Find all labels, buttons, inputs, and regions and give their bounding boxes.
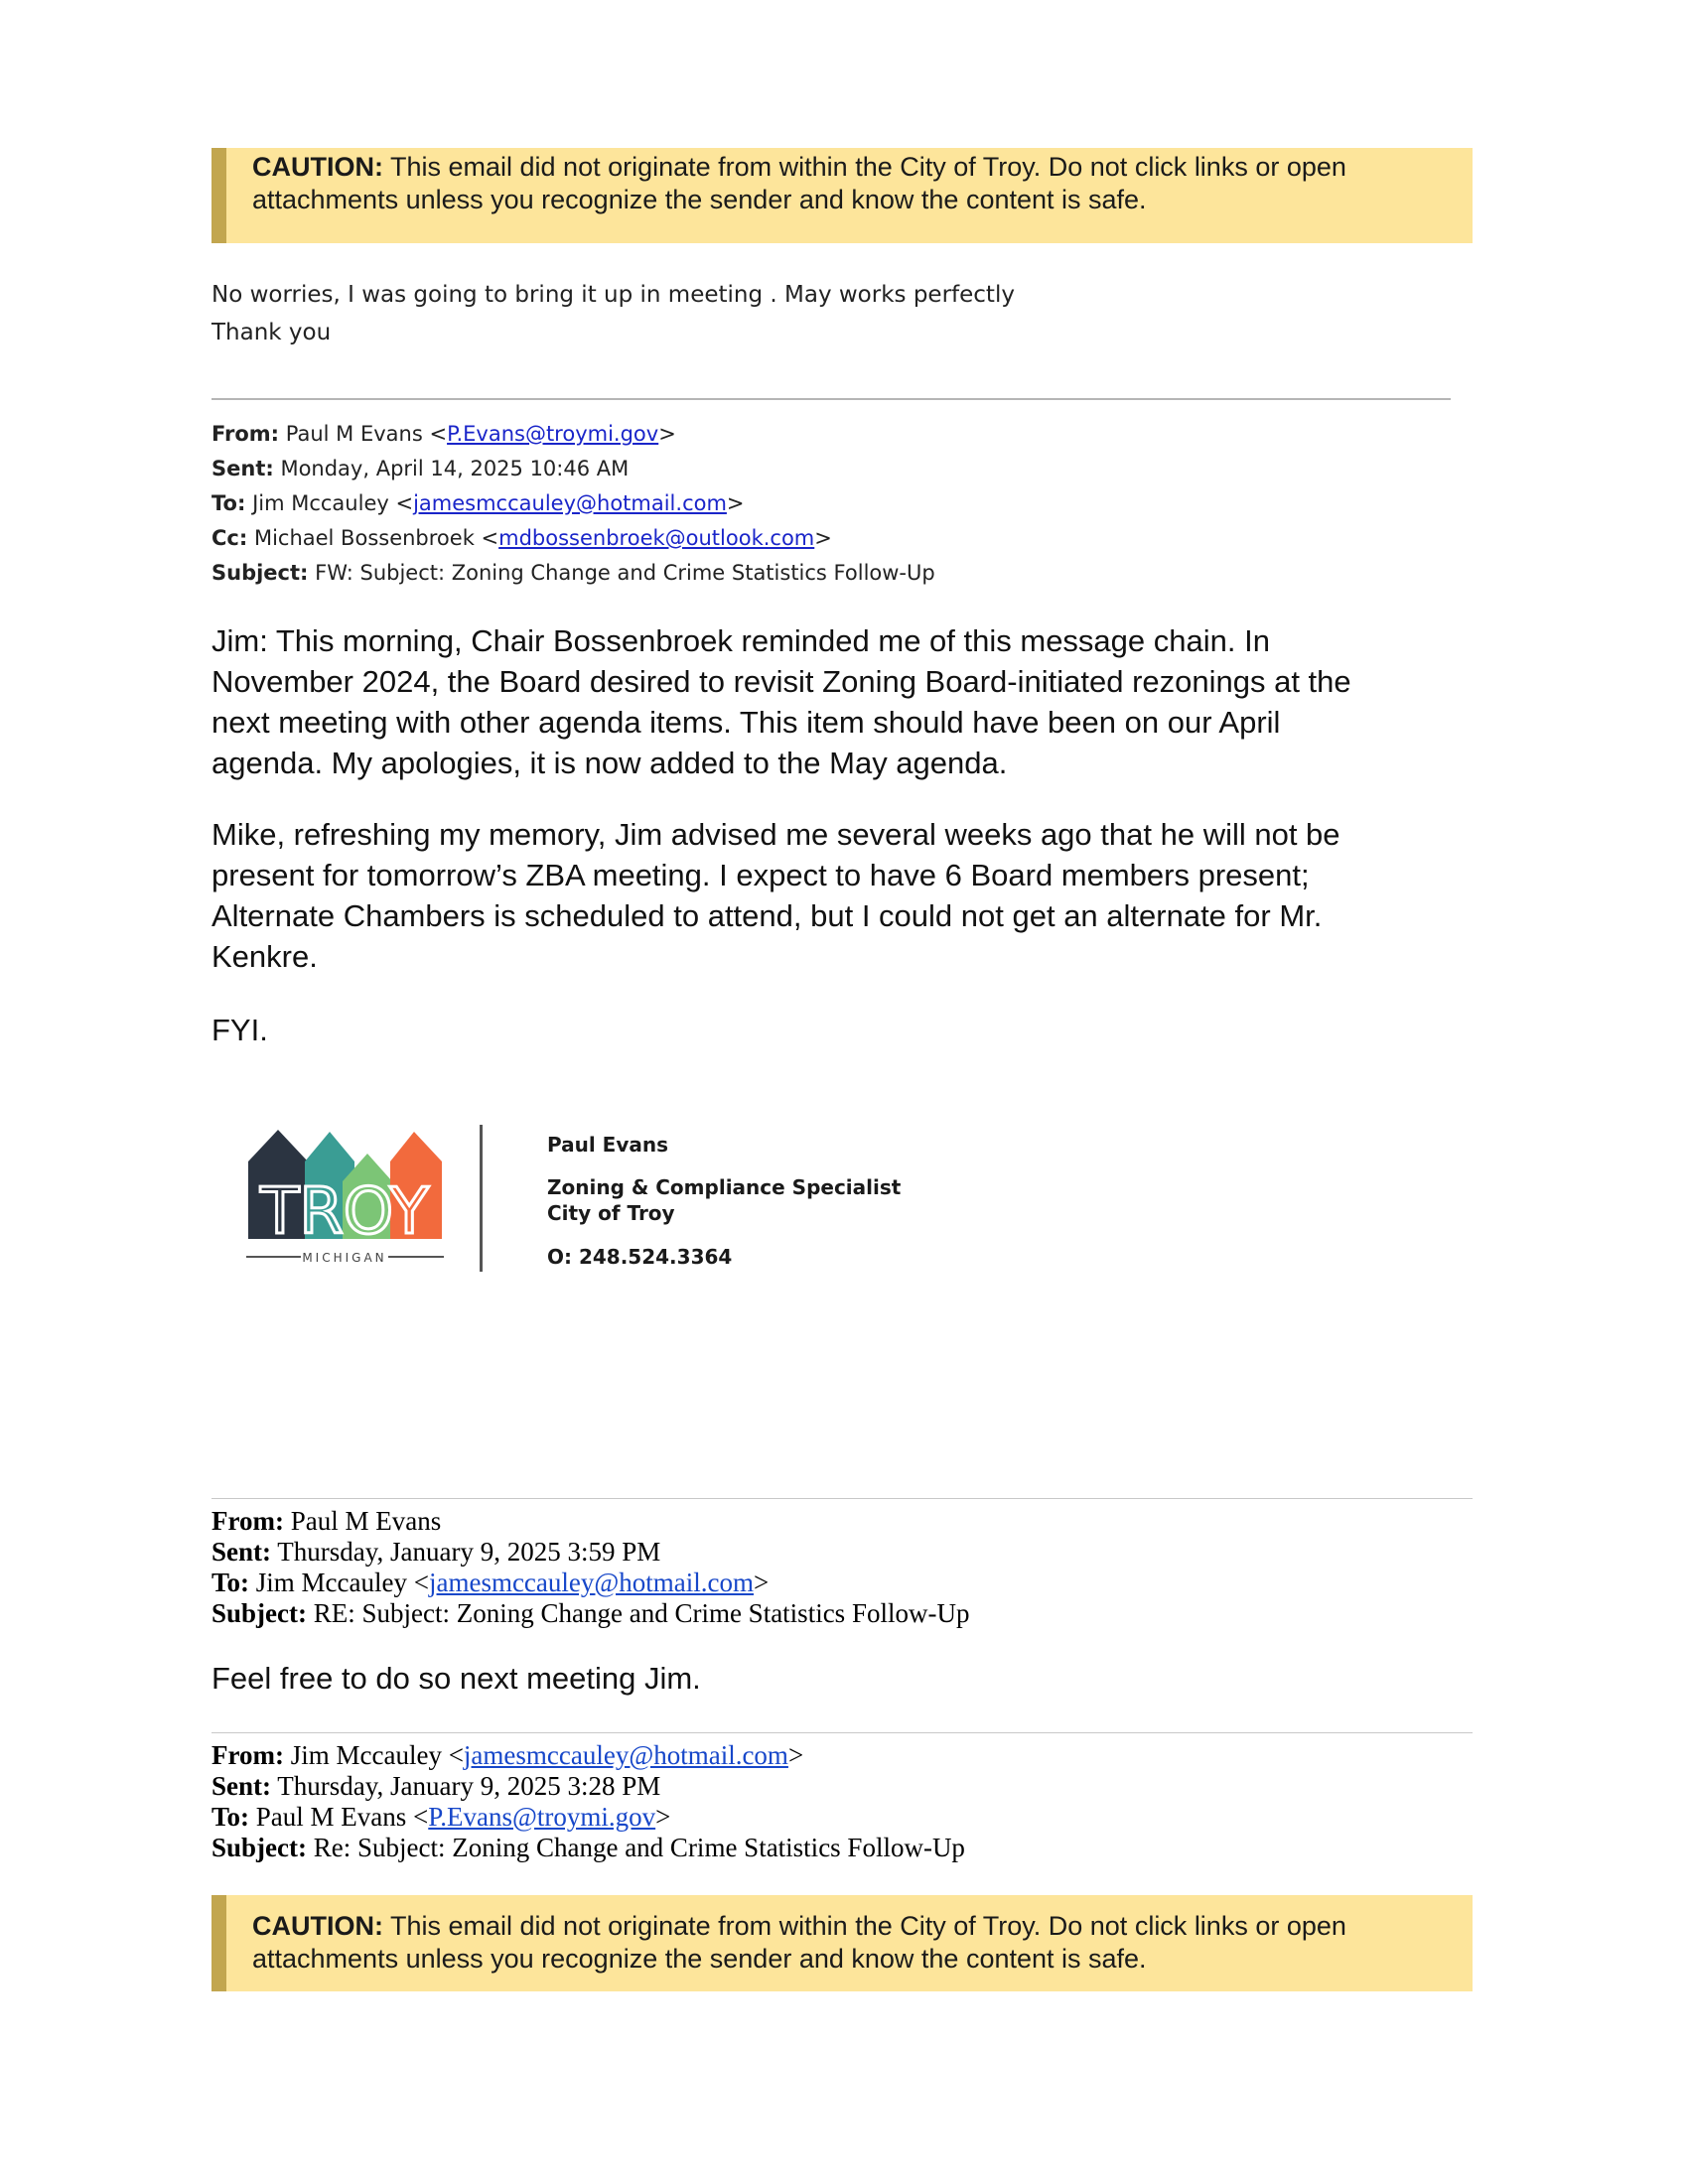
paragraph-line: next meeting with other agenda items. This item should have been on our April — [211, 705, 1281, 740]
bracket: > — [753, 1568, 770, 1597]
to-row — [211, 1802, 965, 1833]
subject-row — [211, 556, 935, 591]
reply-line: Thank you — [211, 320, 332, 345]
from-label: From: — [211, 1506, 284, 1536]
subject-label: Subject: — [211, 1598, 307, 1628]
cc-email-link[interactable]: mdbossenbroek@outlook.com — [498, 526, 815, 550]
caution-banner — [211, 1895, 1473, 1991]
from-name: Jim Mccauley < — [290, 1740, 464, 1770]
subject-row — [211, 1598, 969, 1629]
to-email-link[interactable]: P.Evans@troymi.gov — [428, 1802, 656, 1832]
paragraph-line: agenda. My apologies, it is now added to the May agenda. — [211, 746, 1008, 780]
to-name: Jim Mccauley < — [252, 491, 414, 515]
to-label: To: — [211, 1568, 250, 1597]
bracket: > — [655, 1802, 671, 1832]
paragraph-line: November 2024, the Board desired to revisit Zoning Board-initiated rezonings at the — [211, 664, 1351, 699]
message-paragraph: FYI. — [211, 1013, 268, 1047]
subject-label: Subject: — [211, 1833, 307, 1862]
caution-text: This email did not originate from within the City of Troy. Do not click links or open — [382, 152, 1346, 182]
message-header — [211, 1506, 969, 1629]
caution-label: CAUTION: — [252, 152, 383, 182]
caution-banner — [211, 148, 1473, 243]
caution-line-1 — [252, 1910, 1453, 1943]
paragraph-line: Mike, refreshing my memory, Jim advised me several weeks ago that he will not be — [211, 817, 1340, 852]
message-header — [211, 417, 935, 591]
subject-row — [211, 1833, 965, 1863]
cc-row — [211, 521, 935, 556]
paragraph-line: Jim: This morning, Chair Bossenbroek reminded me of this message chain. In — [211, 623, 1270, 658]
from-label: From: — [211, 1740, 284, 1770]
caution-line-2: attachments unless you recognize the sender and know the content is safe. — [252, 1944, 1147, 1974]
to-email-link[interactable]: jamesmccauley@hotmail.com — [413, 491, 727, 515]
subject-value: RE: Subject: Zoning Change and Crime Statistics Follow-Up — [313, 1598, 970, 1628]
signature-name: Paul Evans — [547, 1133, 669, 1157]
from-name: Paul M Evans — [290, 1506, 442, 1536]
sent-value: Thursday, January 9, 2025 3:59 PM — [277, 1537, 661, 1567]
message-paragraph — [211, 620, 1453, 783]
to-email-link[interactable]: jamesmccauley@hotmail.com — [428, 1568, 754, 1597]
to-label: To: — [211, 491, 246, 515]
logo-wordmark: TROY — [260, 1175, 429, 1249]
paragraph-line: present for tomorrow’s ZBA meeting. I expect to have 6 Board members present; — [211, 858, 1310, 892]
bracket: > — [726, 491, 745, 515]
subject-label: Subject: — [211, 561, 309, 585]
to-row — [211, 486, 935, 521]
logo-subtext: MICHIGAN — [302, 1251, 387, 1265]
signature-org: City of Troy — [547, 1201, 675, 1225]
caution-line-2: attachments unless you recognize the sender and know the content is safe. — [252, 185, 1147, 214]
sent-label: Sent: — [211, 1537, 271, 1567]
signature-phone: O: 248.524.3364 — [547, 1245, 733, 1269]
sent-value: Thursday, January 9, 2025 3:28 PM — [277, 1771, 661, 1801]
to-name: Jim Mccauley < — [255, 1568, 429, 1597]
sent-label: Sent: — [211, 1771, 271, 1801]
from-name: Paul M Evans < — [285, 422, 448, 446]
from-email-link[interactable]: jamesmccauley@hotmail.com — [463, 1740, 788, 1770]
cc-name: Michael Bossenbroek < — [253, 526, 499, 550]
subject-value: Re: Subject: Zoning Change and Crime Statistics Follow-Up — [313, 1833, 965, 1862]
to-name: Paul M Evans < — [255, 1802, 429, 1832]
reply-line: No worries, I was going to bring it up in meeting . May works perfectly — [211, 282, 1015, 308]
message-divider — [211, 1498, 1473, 1499]
bracket: > — [658, 422, 676, 446]
bracket: > — [814, 526, 832, 550]
reply-body — [211, 276, 1015, 351]
to-row — [211, 1568, 969, 1598]
message-paragraph — [211, 814, 1453, 977]
signature-divider — [480, 1125, 483, 1272]
message-divider — [211, 398, 1451, 400]
sent-row — [211, 1771, 965, 1802]
message-divider — [211, 1732, 1473, 1733]
cc-label: Cc: — [211, 526, 248, 550]
from-row — [211, 1506, 969, 1537]
from-row — [211, 417, 935, 452]
to-label: To: — [211, 1802, 250, 1832]
sent-row — [211, 452, 935, 486]
caution-text: This email did not originate from within the City of Troy. Do not click links or open — [382, 1911, 1346, 1941]
bracket: > — [787, 1740, 804, 1770]
sent-value: Monday, April 14, 2025 10:46 AM — [280, 457, 630, 480]
signature-title: Zoning & Compliance Specialist — [547, 1175, 902, 1199]
paragraph-line: Kenkre. — [211, 939, 318, 974]
paragraph-line: Alternate Chambers is scheduled to attend, but I could not get an alternate for Mr. — [211, 898, 1323, 933]
caution-label: CAUTION: — [252, 1911, 383, 1941]
from-label: From: — [211, 422, 280, 446]
troy-logo-icon — [243, 1122, 452, 1271]
sent-label: Sent: — [211, 457, 274, 480]
caution-line-1 — [252, 151, 1453, 184]
sent-row — [211, 1537, 969, 1568]
from-row — [211, 1740, 965, 1771]
message-header — [211, 1740, 965, 1863]
from-email-link[interactable]: P.Evans@troymi.gov — [447, 422, 659, 446]
subject-value: FW: Subject: Zoning Change and Crime Statistics Follow-Up — [315, 561, 935, 585]
message-paragraph: Feel free to do so next meeting Jim. — [211, 1661, 701, 1696]
